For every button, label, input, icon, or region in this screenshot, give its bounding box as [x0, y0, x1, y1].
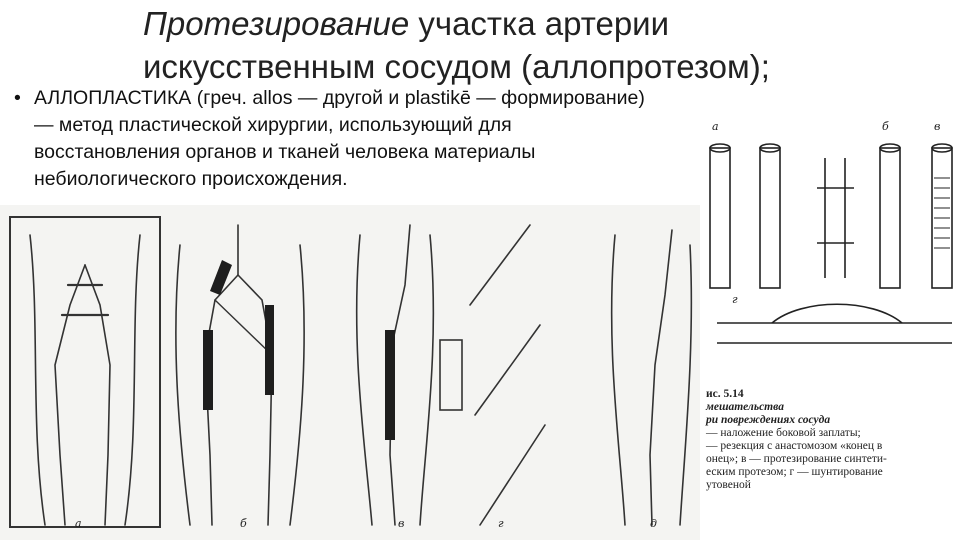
caption-title-line-2: ри повреждениях сосуда — [706, 414, 831, 426]
caption-number: ис. 5.14 — [706, 388, 744, 400]
caption-line-2: — резекция с анастомозом «конец в — [706, 440, 883, 452]
panel-label-d: д — [650, 517, 657, 530]
bullet-line-4: небиологического происхождения. — [34, 168, 348, 190]
slide-title — [143, 2, 770, 88]
panel-label-a: а — [75, 517, 82, 530]
bullet-line-2: — метод пластической хирургии, использующий для — [34, 114, 512, 136]
caption-line-5: утовеной — [706, 479, 751, 491]
bullet-line-1: АЛЛОПЛАСТИКА (греч. allos — другой и plastikē — формирование) — [34, 87, 645, 109]
title-rest: участка артерии — [418, 5, 670, 42]
caption-title-line-1: мешательства — [706, 401, 784, 413]
title-line-2: искусственным сосудом (аллопротезом); — [143, 48, 770, 85]
bullet-dot: • — [14, 87, 21, 109]
panel-label-v: в — [398, 517, 405, 530]
repair-label-b: б — [882, 120, 889, 133]
repair-label-v: в — [934, 120, 941, 133]
bullet-line-3: восстановления органов и тканей человека материалы — [34, 141, 536, 163]
panel-label-b: б — [240, 517, 247, 530]
repair-label-a: а — [712, 120, 719, 133]
repair-label-g: г — [732, 293, 738, 306]
caption-line-3: онец»; в — протезирование синтети- — [706, 453, 887, 465]
leg-arteries-illustration — [0, 205, 700, 540]
caption-line-4: еским протезом; г — шунтирование — [706, 466, 883, 478]
caption-line-1: — наложение боковой заплаты; — [706, 427, 861, 439]
vessel-repair-illustration — [702, 118, 960, 386]
title-line-1 — [143, 2, 770, 45]
title-italic-word: Протезирование — [143, 5, 410, 42]
panel-label-g: г — [498, 517, 504, 530]
figure-caption — [706, 388, 960, 492]
